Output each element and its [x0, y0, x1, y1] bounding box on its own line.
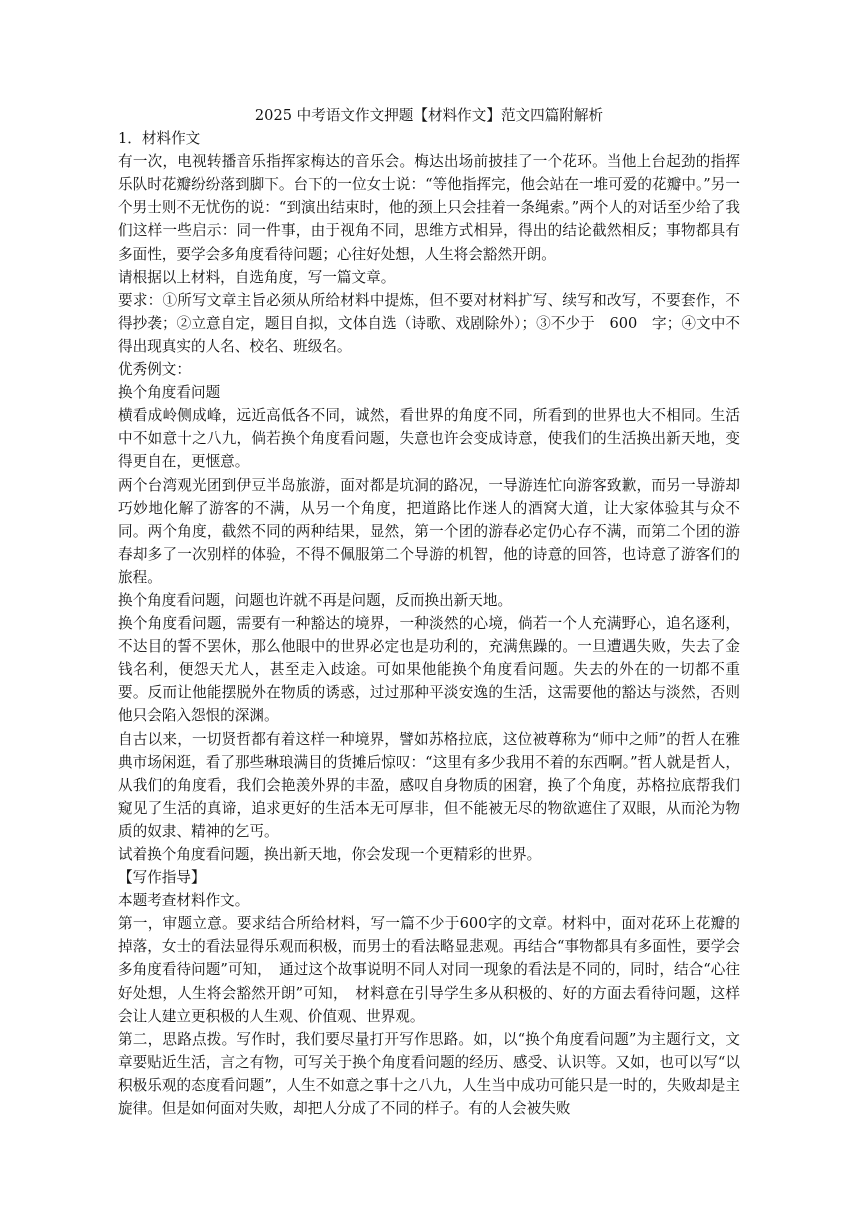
- essay-paragraph: 横看成岭侧成峰，远近高低各不同，诚然，看世界的角度不同，所看到的世界也大不相同。生活中不如意十之八九，倘若换个角度看问题，失意也许会变成诗意，使我们的生活换出新天地，变得更自在，更惬意。: [118, 407, 740, 471]
- page-title: 2025 中考语文作文押题【材料作文】范文四篇附解析: [254, 107, 604, 124]
- essay-title: 换个角度看问题: [118, 384, 221, 402]
- guidance-paragraph: 本题考查材料作文。: [118, 892, 250, 910]
- essay-paragraph: 换个角度看问题，需要有一种豁达的境界，一种淡然的心境，倘若一个人充满野心，追名逐利，不达目的誓不罢休，那么他眼中的世界必定也是功利的，充满焦躁的。一旦遭遇失败，失去了金钱名利，便怨天尤人，甚至走入歧途。可如果他能换个角度看问题。失去的外在的一切都不重要。反而让他能摆脱外在物质的诱惑，过过那种平淡安逸的生活，这需要他的豁达与淡然，否则他只会陷入怨恨的深渊。: [118, 615, 740, 725]
- guidance-heading: 【写作指导】: [118, 869, 206, 887]
- prompt-instruction: 请根据以上材料，自选角度，写一篇文章。: [118, 268, 396, 286]
- prompt-material: 有一次，电视转播音乐指挥家梅达的音乐会。梅达出场前披挂了一个花环。当他上台起劲的指挥乐队时花瓣纷纷落到脚下。台下的一位女士说：“等他指挥完，他会站在一堆可爱的花瓣中。”另一个男士则不无忧伤的说：“到演出结束时，他的颈上只会挂着一条绳索。”两个人的对话至少给了我们这样一些启示：同一件事，由于视角不同，思维方式相异，得出的结论截然相反；事物都具有多面性，要学会多角度看待问题；心往好处想，人生将会豁然开朗。: [118, 153, 740, 263]
- section-heading: 1．材料作文: [118, 130, 201, 148]
- prompt-requirements: 要求：①所写文章主旨必须从所给材料中提炼，但不要对材料扩写、续写和改写，不要套作，不得抄袭；②立意自定，题目自拟，文体自选（诗歌、戏剧除外）；③不少于 600 字；④文中不得出现真实的人名、校名、班级名。: [118, 291, 740, 355]
- essay-paragraph: 换个角度看问题，问题也许就不再是问题，反而换出新天地。: [118, 591, 513, 609]
- essay-paragraph: 两个台湾观光团到伊豆半岛旅游，面对都是坑洞的路况，一导游连忙向游客致歉，而另一导游却巧妙地化解了游客的不满，从另一个角度，把道路比作迷人的酒窝大道，让大家体验其与众不同。两个角度，截然不同的两种结果，显然，第一个团的游春必定仍心存不满，而第二个团的游春却多了一次别样的体验，不得不佩服第二个导游的机智，他的诗意的回答，也诗意了游客们的旅程。: [118, 476, 740, 586]
- essay-paragraph: 自古以来，一切贤哲都有着这样一种境界，譬如苏格拉底，这位被尊称为“师中之师”的哲人在雅典市场闲逛，看了那些琳琅满目的货摊后惊叹：“这里有多少我用不着的东西啊。”哲人就是哲人，从我们的角度看，我们会艳羡外界的丰盈，感叹自身物质的困窘，换了个角度，苏格拉底帮我们窥见了生活的真谛，追求更好的生活本无可厚非，但不能被无尽的物欲遮住了双眼，从而沦为物质的奴隶、精神的乞丐。: [118, 730, 740, 840]
- document-body: [118, 104, 740, 1120]
- essay-paragraph: 试着换个角度看问题，换出新天地，你会发现一个更精彩的世界。: [118, 846, 542, 863]
- guidance-paragraph: 第一，审题立意。要求结合所给材料，写一篇不少于600字的文章。材料中，面对花环上花瓣的掉落，女士的看法显得乐观而积极，而男士的看法略显悲观。再结合“事物都具有多面性，要学会多角度看待问题”可知， 通过这个故事说明不同人对同一现象的看法是不同的，同时，结合“心往好处想，人生将会豁然开朗”可知， 材料意在引导学生多从积极的、好的方面去看待问题，这样会让人建立更积极的人生观、价值观、世界观。: [118, 915, 740, 1025]
- example-label: 优秀例文：: [118, 361, 191, 379]
- guidance-paragraph: 第二，思路点拨。写作时，我们要尽量打开写作思路。如，以“换个角度看问题”为主题行文，文章要贴近生活，言之有物，可写关于换个角度看问题的经历、感受、认识等。又如，也可以写“以积极乐观的态度看问题”，人生不如意之事十之八九，人生当中成功可能只是一时的，失败却是主旋律。但是如何面对失败，却把人分成了不同的样子。有的人会被失败: [118, 1030, 740, 1118]
